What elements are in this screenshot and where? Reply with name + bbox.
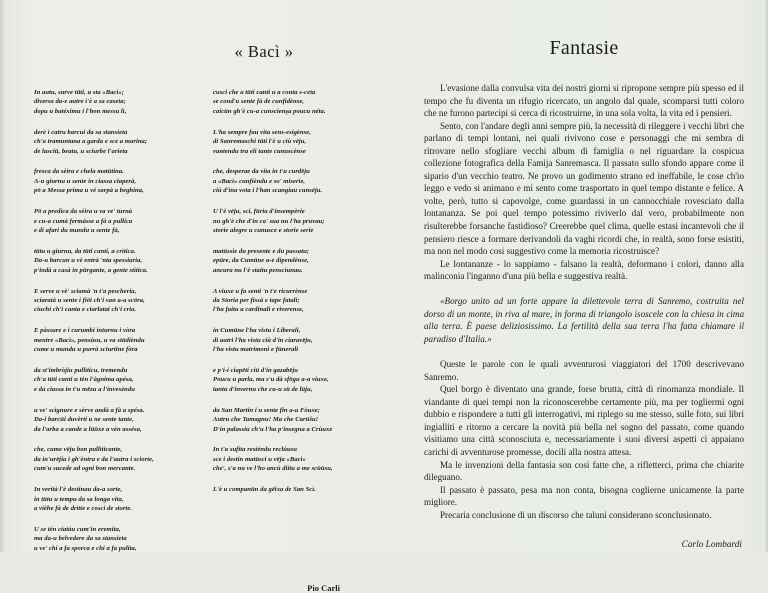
poem-verse-line: l'ha faitu a cardinali e riverense, [213, 306, 304, 314]
poem-verse-line: in Cumüne l'ha vistu i Liberali, [213, 327, 301, 335]
poem-verse-line: A viuxe u fa senti 'n t'e ricurrènse [213, 287, 308, 295]
poem-verse-line: che', s'a nu ve l'ho ancù diitu a me scüüsu, [213, 465, 333, 473]
poem-verse-line: u ve' chi a fa sporca e chi a fa pulita, [34, 544, 137, 552]
poem-verse-line: Da-i barcüi duvèrti u ne sente tante, [34, 416, 134, 424]
poem-verse-line: che, desperae da vita in t'u curdëju [213, 168, 310, 176]
poem-verse-line: storie alegre u cunusce e storie serie [213, 226, 314, 234]
essay-paragraph: Il passato è passato, pesa ma non conta, bisogna coglierne unicamente la parte migliore. [424, 484, 744, 508]
poem-verse-line: di autri l'ha vistu ciù d'in ciaravëju, [213, 336, 313, 344]
poem-stanza [213, 128, 374, 156]
poem-verse-line: che, cume vëju bon pullìticante, [34, 446, 123, 454]
poem-verse-line: In verità l'è destinau da-a sorte, [34, 486, 123, 494]
poem-body [34, 88, 374, 565]
right-page [400, 0, 768, 552]
poem-verse-line: se cond'u sente fà de cunfidènse, [213, 98, 305, 106]
poem-verse-line: pö a Messa prima u vè sarpà a beghina, [34, 187, 144, 195]
blockquote-text: «Borgo unito ad un forte appare la dilettevole terra di Sanremo, costruita nel dorso di un monte, in riva al mare, in forma di triangolo isoscele con la chiesa in cima alla terra. È paese deliziosissimo. La fertilità della sua terra l'ha fatta chiamare il paradiso d'Italia.» [424, 296, 744, 345]
poem-stanza [213, 207, 374, 235]
poem-verse-line: Pö a predica da sèira u va ve' turnà [34, 208, 133, 216]
essay-body [424, 82, 744, 521]
poem-stanza [34, 128, 195, 156]
left-page-title: « Bacì » [234, 42, 294, 61]
poem-stanza [34, 525, 195, 553]
poem-verse-line: A-u giurnu u sente in ciassa ciaperà, [34, 177, 137, 185]
poem-verse-line: D'in palassiu ch'u l'ha p'insegna a Crùuxe [213, 425, 333, 433]
right-page-title: Fantasie [549, 37, 619, 59]
poem-stanza [213, 167, 374, 195]
essay-paragraphs-after [424, 358, 744, 521]
essay-paragraph: Le lontananze - lo sappiamo - falsano la realtà, deformano i colori, danno alla malinconia l'inganno d'una più bella e suggestiva realtà. [424, 258, 744, 282]
poem-verse-line: nu gh'è che d'in ca' sua nu l'ha pruvau; [213, 217, 325, 225]
poem-verse-line: L'ha sempre fau vita sens-esigènse, [213, 128, 311, 136]
poem-verse-line: e p'i-i ciapëti ciü d'in gazabëju [213, 367, 298, 375]
poem-verse-line: di Sanremaschi tüti l'è u ciù vëju, [213, 138, 307, 146]
poem-verse-line: ch'a tramuntana a garda e sce a marina; [34, 138, 148, 146]
poem-verse-line: da San Martin i u sente fin a-a Fòuxe; [213, 406, 321, 414]
poem-verse-line: l'ha vistu matrimoni e fünerali [213, 346, 299, 354]
poem-verse-line: tütu u giurnu, da tüti canti, a crìtica. [34, 247, 136, 255]
poem-column-1 [34, 88, 195, 565]
poem-verse-line: cusci che a tüti canti u a conta s-ceta [213, 89, 316, 96]
essay-paragraphs-before [424, 82, 744, 283]
poem-stanza [213, 287, 374, 315]
poem-verse-line: In autu, surve tüti, u sta «Bacì»; [34, 89, 125, 96]
poem-stanza [213, 88, 374, 116]
poem-verse-line: Autru che Tamagnu! Ma che Carüšu! [213, 416, 319, 424]
poem-verse-line: vantendu tra eli tante cunuscènse [213, 147, 306, 155]
poem-stanza [213, 406, 374, 434]
poem-stanza [213, 366, 374, 394]
poem-verse-line: Poucu u parla, ma s'u dà sfögu a-a viuxe, [213, 376, 329, 384]
poem-verse-line: epüre, da Cumüne a-e dipendènse, [213, 257, 309, 265]
poem-verse-line: U se tèn ciatàu cum'in eremita, [34, 525, 121, 533]
poem-verse-line: E serve u vè' sciamà 'n t'a pescheria, [34, 287, 137, 295]
poem-verse-line: e cu-a cumà fermàsse a fà a pullica [34, 217, 133, 225]
poem-stanza [34, 366, 195, 394]
poem-verse-line: da l'arba a cande a lüüxe a vèn assésa, [34, 425, 142, 433]
poem-verse-line: u ve' scignure e sèrve andà a fà a spésa. [34, 406, 145, 414]
poem-column-2 [213, 88, 374, 565]
poem-verse-line: sciaratà u sente i fiöi ch'i van a-a scöra, [34, 297, 145, 304]
poem-verse-line: L'è u companün da gëixa de San Scì. [213, 486, 316, 494]
poem-verse-line: U l'è vëju, sci, füria d'insempèrie [213, 208, 305, 216]
poem-stanza [213, 326, 374, 354]
poem-verse-line: e da ciassa in t'u mëzu a l'invesèndu [34, 385, 135, 393]
poem-verse-line: a vièhe fà de drìtte e cosci de storte. [34, 505, 133, 512]
poem-verse-line: da st'imbròjiu pullìticu, tremendu [34, 367, 128, 375]
poem-stanza [213, 247, 374, 275]
poem-stanza [213, 445, 374, 473]
poem-verse-line: de lasciü, beatu, u sciurbe l'arieta [34, 147, 128, 155]
poem-verse-line: dopu u batéximu i l'hon messu lì, [34, 107, 127, 115]
essay-paragraph: Ma le invenzioni della fantasia son cosi fatte che, a rifletterci, prima che chiarite dileguano. [424, 459, 744, 483]
poem-verse-line: In t'a sufita restèndu reclùusu [213, 446, 297, 454]
poem-verse-line: in tütu u tempu da sa longa vita, [34, 495, 124, 503]
poem-verse-line: matüssie du presente e du passatu; [213, 247, 310, 255]
poem-verse-line: fresca da sèira e chela matütina. [34, 168, 124, 176]
poem-stanza [34, 88, 195, 116]
essay-paragraph: Precaria conclusione di un discorso che taluni considerano sconclusionato. [440, 509, 712, 520]
poem-verse-line: derè i catru barcui da sa stansieta [34, 128, 128, 136]
poem-stanza [34, 326, 195, 354]
poem-verse-line: ancura nu l'è staitu pensciunau. [213, 266, 303, 274]
poem-stanza [34, 287, 195, 315]
poem-verse-line: ciuchi ch'i canta e ciarlatai ch'i cria. [34, 306, 137, 314]
poem-verse-line: ch'a tüti canti u tèn l'àgnima apésa, [34, 376, 134, 384]
poem-verse-line: e di afari du mundu u sente fà, [34, 226, 120, 234]
essay-paragraph: Sento, con l'andare degli anni sempre più, la necessità di rileggere i vecchi libri che parlano di tempi lontani, nei quali rivivono cose e personaggi che mi sembra di ritrovare nello sfogliare vecchi album di famiglia o nel riguardare la cospicua collezione fotografica della Famija Sanremasca. Il passato sullo sfondo appare come il sipario d'un vecchio teatro. Ne provo un godimento strano ed ineffabile, le cose ch'io leggo e vedo si animano e mi sento come trasportato in quel tempo distante e felice. A volte, però, tutto si capovolge, come guardassi in un cannocchiale rovesciato dalla lontananza. Se poi quel tempo potessimo riviverlo dal vero, probabilmente non risulterebbe forsanche fastidioso? Creerebbe quel clima, quelle estasi incantevoli che il pensiero riesce a formare derivandoli da vaghi ricordi che, in realtà, sono forse esistiti, ma non nel modo cosi suggestivo come la memoria ricostruisce? [424, 120, 744, 257]
poem-verse-line: mentre «Bacì», pensùsu, u va stüdièndu [34, 336, 145, 344]
poem-verse-line: caicün gh'è cu-a cunscienșa poucu néta. [213, 107, 326, 115]
poem-stanza [34, 406, 195, 434]
right-page-signature: Carlo Lombardi [681, 540, 742, 551]
poem-stanza [34, 167, 195, 195]
essay-blockquote [424, 295, 744, 345]
essay-paragraph: Queste le parole con le quali avventurosi viaggiatori del 1700 descrivevano Sanremo. [424, 359, 744, 382]
poem-stanza [34, 207, 195, 235]
poem-verse-line: da Storia per fissà e tape fatali; [213, 297, 300, 304]
essay-paragraph: L'evasione dalla convulsa vita dei nostri giorni si ripropone sempre più spesso ed il tempo che fu diventa un rifugio ricercato, un angolo dal quale, scomparsi tutti coloro che ne furono partecipi si cerca di ricostruirne, in una sola volta, la vita ed i pensieri. [424, 83, 744, 119]
essay-paragraph: Quel borgo è diventato una grande, forse brutta, città di rinomanza mondiale. Il viandante di quei tempi non la riconoscerebbe certamente più, ma per togliermi ogni dubbio e rispondere a tutti gli interrogativi, mi riplego su me stesso, sulle foto, sui libri ingialliti e ritorno a cercare la novità più bella nel sogno del passato, come quando visitiamo una città sconosciuta e, necessariamente i suoi diversi aspetti ci appaiano carichi di avventurose promesse, docili alla nostra attesa. [424, 384, 744, 457]
poem-verse-line: cum'u sucede ad ogni bon mercante. [34, 465, 136, 473]
poem-verse-line: E pàssure e i curumbi inturnu i vòra [34, 327, 136, 335]
poem-verse-line: ciù d'ina vota i l'han scangiau cunsëju. [213, 187, 323, 195]
poem-verse-line: da in'urëjia i gh'èntra e da l'autra i sciorte, [34, 455, 154, 463]
poem-stanza [34, 485, 195, 513]
poem-verse-line: ma da-u belvedere da sa stansieta [34, 535, 127, 543]
poem-verse-line: diversa da-e autre i'è a sa caseta; [34, 98, 126, 106]
poem-verse-line: cume u mundu u purrà sciurtine fòra [34, 346, 138, 354]
poem-stanza [213, 485, 374, 494]
poem-verse-line: p'indà a casà in pürgante, a gente stìtica. [34, 266, 148, 274]
poem-verse-line: a «Bacì» cunfièndu e so' miserie, [213, 177, 306, 185]
poem-verse-line: tantu d'invernu che cu-u sü de lüju, [213, 385, 313, 393]
poem-verse-line: sce i destin matüsci u vëja «Bacì» [213, 455, 306, 463]
poem-stanza [34, 445, 195, 473]
left-page-signature: Pio Carli [307, 582, 340, 593]
poem-stanza [34, 247, 195, 275]
poem-verse-line: Da-u barcun u vè entrà 'nta spessiaria, [34, 257, 143, 265]
